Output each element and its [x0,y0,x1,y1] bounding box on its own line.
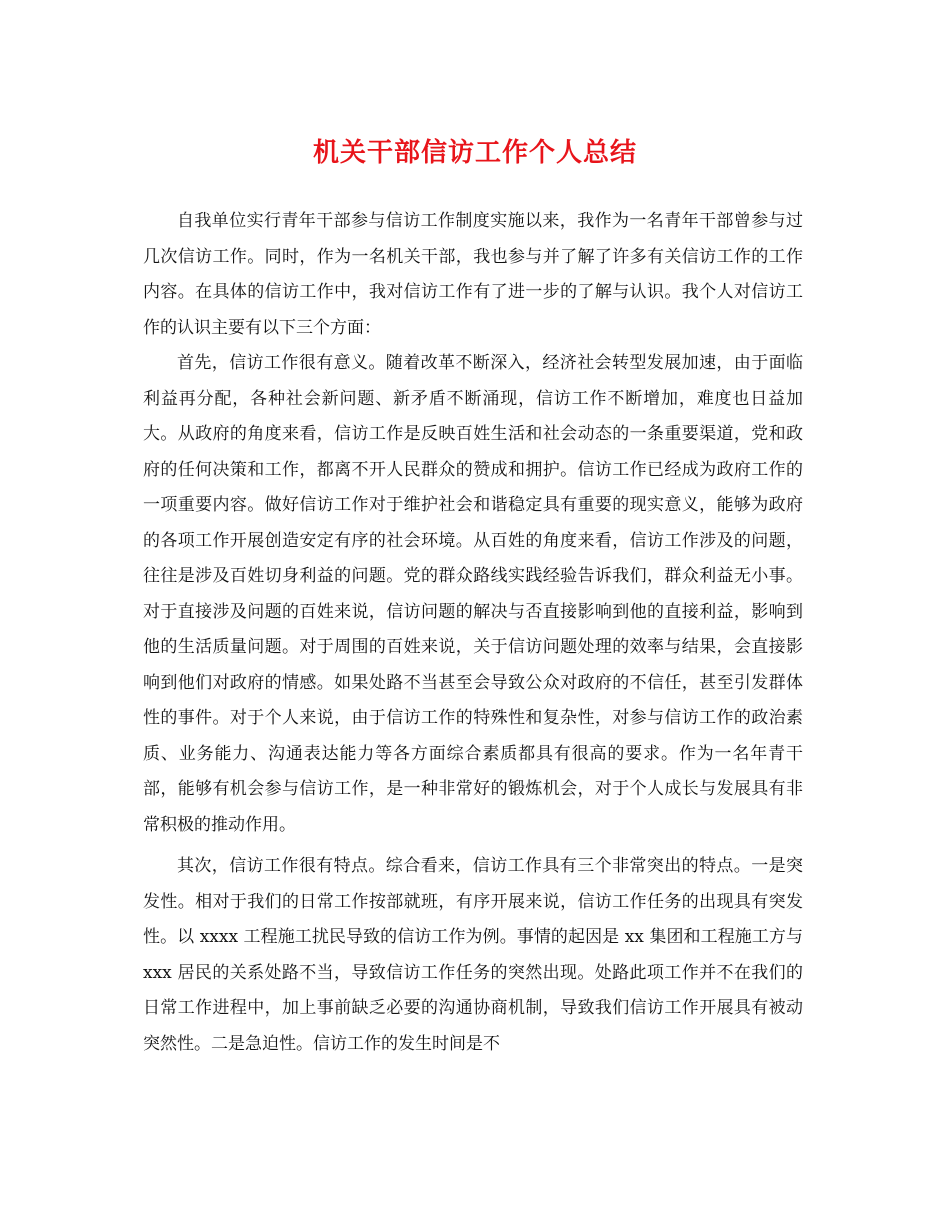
paragraph-first-point: 首先，信访工作很有意义。随着改革不断深入，经济社会转型发展加速，由于面临利益再分配，各种社会新问题、新矛盾不断涌现，信访工作不断增加，难度也日益加大。从政府的角度来看，信访工作是反映百姓生活和社会动态的一条重要渠道，党和政府的任何决策和工作，都离不开人民群众的赞成和拥护。信访工作已经成为政府工作的一项重要内容。做好信访工作对于维护社会和谐稳定具有重要的现实意义，能够为政府的各项工作开展创造安定有序的社会环境。从百姓的角度来看，信访工作涉及的问题，往往是涉及百姓切身利益的问题。党的群众路线实践经验告诉我们，群众利益无小事。对于直接涉及问题的百姓来说，信访问题的解决与否直接影响到他的直接利益，影响到他的生活质量问题。对于周围的百姓来说，关于信访问题处理的效率与结果，会直接影响到他们对政府的情感。如果处路不当甚至会导致公众对政府的不信任，甚至引发群体性的事件。对于个人来说，由于信访工作的特殊性和复杂性，对参与信访工作的政治素质、业务能力、沟通表达能力等各方面综合素质都具有很高的要求。作为一名年青干部，能够有机会参与信访工作，是一种非常好的锻炼机会，对于个人成长与发展具有非常积极的推动作用。 [143,353,803,835]
paragraph-intro: 自我单位实行青年干部参与信访工作制度实施以来，我作为一名青年干部曾参与过几次信访工作。同时，作为一名机关干部，我也参与并了解了许多有关信访工作的工作内容。在具体的信访工作中，我对信访工作有了进一步的了解与认识。我个人对信访工作的认识主要有以下三个方面： [143,211,803,338]
document-title: 机关干部信访工作个人总结 [312,138,637,168]
document-body [143,204,803,1062]
paragraph-second-point: 其次，信访工作很有特点。综合看来，信访工作具有三个非常突出的特点。一是突发性。相对于我们的日常工作按部就班，有序开展来说，信访工作任务的出现具有突发性。以 xxxx 工程施工扰民导致的信访工作为例。事情的起因是 xx 集团和工程施工方与 xxx 居民的关系处路不当，导致信访工作任务的突然出现。处路此项工作并不在我们的日常工作进程中，加上事前缺乏必要的沟通协商机制，导致我们信访工作开展具有被动突然性。二是急迫性。信访工作的发生时间是不 [143,856,803,1054]
